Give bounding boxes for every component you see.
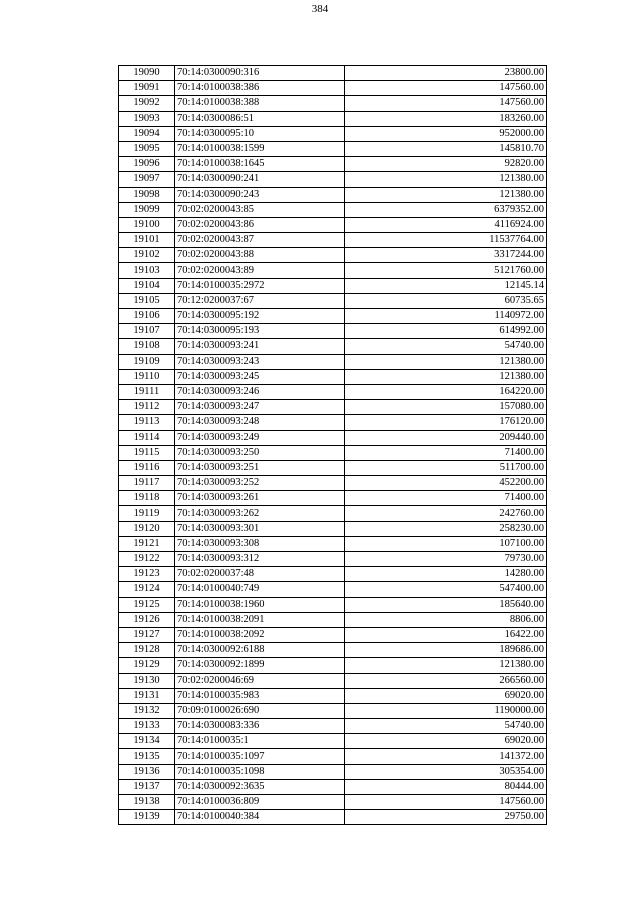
table-row bbox=[119, 476, 547, 491]
row-number-cell: 19092 bbox=[119, 96, 175, 111]
table-row bbox=[119, 719, 547, 734]
cadastral-number-cell: 70:09:0100026:690 bbox=[175, 703, 345, 718]
cadastral-value-cell: 54740.00 bbox=[345, 339, 547, 354]
cadastral-number-cell: 70:14:0100040:384 bbox=[175, 810, 345, 825]
cadastral-value-cell: 147560.00 bbox=[345, 81, 547, 96]
row-number-cell: 19098 bbox=[119, 187, 175, 202]
cadastral-value-cell: 209440.00 bbox=[345, 430, 547, 445]
cadastral-value-cell: 4116924.00 bbox=[345, 217, 547, 232]
cadastral-number-cell: 70:14:0100036:809 bbox=[175, 795, 345, 810]
cadastral-value-cell: 3317244.00 bbox=[345, 248, 547, 263]
table-row bbox=[119, 111, 547, 126]
cadastral-number-cell: 70:14:0100038:2091 bbox=[175, 612, 345, 627]
cadastral-value-cell: 29750.00 bbox=[345, 810, 547, 825]
row-number-cell: 19111 bbox=[119, 384, 175, 399]
cadastral-value-cell: 121380.00 bbox=[345, 658, 547, 673]
table-row bbox=[119, 202, 547, 217]
row-number-cell: 19108 bbox=[119, 339, 175, 354]
row-number-cell: 19112 bbox=[119, 400, 175, 415]
table-row bbox=[119, 339, 547, 354]
row-number-cell: 19135 bbox=[119, 749, 175, 764]
cadastral-number-cell: 70:14:0100035:2972 bbox=[175, 278, 345, 293]
row-number-cell: 19133 bbox=[119, 719, 175, 734]
cadastral-value-cell: 511700.00 bbox=[345, 460, 547, 475]
row-number-cell: 19106 bbox=[119, 309, 175, 324]
table-row bbox=[119, 597, 547, 612]
row-number-cell: 19115 bbox=[119, 445, 175, 460]
cadastral-number-cell: 70:14:0300086:51 bbox=[175, 111, 345, 126]
cadastral-value-cell: 79730.00 bbox=[345, 552, 547, 567]
cadastral-number-cell: 70:14:0300093:301 bbox=[175, 521, 345, 536]
cadastral-value-cell: 157080.00 bbox=[345, 400, 547, 415]
cadastral-number-cell: 70:14:0100038:388 bbox=[175, 96, 345, 111]
table-row bbox=[119, 157, 547, 172]
cadastral-number-cell: 70:14:0300093:308 bbox=[175, 536, 345, 551]
cadastral-number-cell: 70:02:0200043:86 bbox=[175, 217, 345, 232]
row-number-cell: 19120 bbox=[119, 521, 175, 536]
page-number: 384 bbox=[311, 3, 329, 15]
table-row bbox=[119, 567, 547, 582]
cadastral-number-cell: 70:14:0300093:249 bbox=[175, 430, 345, 445]
cadastral-number-cell: 70:02:0200043:85 bbox=[175, 202, 345, 217]
cadastral-value-cell: 71400.00 bbox=[345, 491, 547, 506]
cadastral-number-cell: 70:14:0300092:3635 bbox=[175, 779, 345, 794]
row-number-cell: 19093 bbox=[119, 111, 175, 126]
table-row bbox=[119, 430, 547, 445]
row-number-cell: 19095 bbox=[119, 141, 175, 156]
cadastral-value-cell: 80444.00 bbox=[345, 779, 547, 794]
cadastral-number-cell: 70:02:0200043:87 bbox=[175, 233, 345, 248]
cadastral-value-cell: 121380.00 bbox=[345, 354, 547, 369]
row-number-cell: 19131 bbox=[119, 688, 175, 703]
row-number-cell: 19114 bbox=[119, 430, 175, 445]
row-number-cell: 19130 bbox=[119, 673, 175, 688]
cadastral-value-cell: 8806.00 bbox=[345, 612, 547, 627]
cadastral-value-cell: 242760.00 bbox=[345, 506, 547, 521]
cadastral-number-cell: 70:14:0300092:1899 bbox=[175, 658, 345, 673]
cadastral-number-cell: 70:14:0100035:1097 bbox=[175, 749, 345, 764]
table-row bbox=[119, 81, 547, 96]
cadastral-number-cell: 70:02:0200037:48 bbox=[175, 567, 345, 582]
cadastral-value-cell: 5121760.00 bbox=[345, 263, 547, 278]
cadastral-number-cell: 70:14:0300093:261 bbox=[175, 491, 345, 506]
row-number-cell: 19132 bbox=[119, 703, 175, 718]
table-row bbox=[119, 324, 547, 339]
cadastral-value-cell: 952000.00 bbox=[345, 126, 547, 141]
cadastral-number-cell: 70:14:0300090:243 bbox=[175, 187, 345, 202]
cadastral-value-cell: 12145.14 bbox=[345, 278, 547, 293]
table-row bbox=[119, 673, 547, 688]
table-row bbox=[119, 552, 547, 567]
cadastral-number-cell: 70:14:0300093:246 bbox=[175, 384, 345, 399]
row-number-cell: 19102 bbox=[119, 248, 175, 263]
table-row bbox=[119, 749, 547, 764]
row-number-cell: 19139 bbox=[119, 810, 175, 825]
table-row bbox=[119, 764, 547, 779]
row-number-cell: 19124 bbox=[119, 582, 175, 597]
row-number-cell: 19090 bbox=[119, 66, 175, 81]
cadastral-number-cell: 70:14:0300093:312 bbox=[175, 552, 345, 567]
cadastral-number-cell: 70:14:0300095:10 bbox=[175, 126, 345, 141]
cadastral-number-cell: 70:14:0300083:336 bbox=[175, 719, 345, 734]
cadastral-value-cell: 71400.00 bbox=[345, 445, 547, 460]
cadastral-value-cell: 121380.00 bbox=[345, 172, 547, 187]
table-row bbox=[119, 293, 547, 308]
table-row bbox=[119, 400, 547, 415]
table-row bbox=[119, 688, 547, 703]
row-number-cell: 19091 bbox=[119, 81, 175, 96]
table-row bbox=[119, 126, 547, 141]
table-row bbox=[119, 187, 547, 202]
cadastral-number-cell: 70:14:0100038:386 bbox=[175, 81, 345, 96]
cadastral-number-cell: 70:14:0100035:983 bbox=[175, 688, 345, 703]
cadastral-value-cell: 6379352.00 bbox=[345, 202, 547, 217]
cadastral-value-cell: 189686.00 bbox=[345, 643, 547, 658]
cadastral-value-cell: 614992.00 bbox=[345, 324, 547, 339]
cadastral-number-cell: 70:14:0300093:251 bbox=[175, 460, 345, 475]
cadastral-number-cell: 70:14:0300092:6188 bbox=[175, 643, 345, 658]
row-number-cell: 19117 bbox=[119, 476, 175, 491]
cadastral-number-cell: 70:14:0100038:2092 bbox=[175, 627, 345, 642]
row-number-cell: 19105 bbox=[119, 293, 175, 308]
table-row bbox=[119, 521, 547, 536]
row-number-cell: 19118 bbox=[119, 491, 175, 506]
cadastral-value-cell: 547400.00 bbox=[345, 582, 547, 597]
row-number-cell: 19125 bbox=[119, 597, 175, 612]
cadastral-number-cell: 70:14:0100035:1 bbox=[175, 734, 345, 749]
cadastral-number-cell: 70:14:0100035:1098 bbox=[175, 764, 345, 779]
row-number-cell: 19122 bbox=[119, 552, 175, 567]
cadastral-number-cell: 70:14:0300095:192 bbox=[175, 309, 345, 324]
row-number-cell: 19101 bbox=[119, 233, 175, 248]
row-number-cell: 19094 bbox=[119, 126, 175, 141]
cadastral-number-cell: 70:14:0300090:316 bbox=[175, 66, 345, 81]
cadastral-value-cell: 92820.00 bbox=[345, 157, 547, 172]
cadastral-number-cell: 70:14:0300095:193 bbox=[175, 324, 345, 339]
row-number-cell: 19134 bbox=[119, 734, 175, 749]
table-row bbox=[119, 734, 547, 749]
row-number-cell: 19113 bbox=[119, 415, 175, 430]
cadastral-value-cell: 1140972.00 bbox=[345, 309, 547, 324]
cadastral-value-cell: 176120.00 bbox=[345, 415, 547, 430]
row-number-cell: 19119 bbox=[119, 506, 175, 521]
cadastral-value-cell: 23800.00 bbox=[345, 66, 547, 81]
table-row bbox=[119, 810, 547, 825]
cadastral-value-cell: 185640.00 bbox=[345, 597, 547, 612]
cadastral-number-cell: 70:14:0100038:1645 bbox=[175, 157, 345, 172]
row-number-cell: 19110 bbox=[119, 369, 175, 384]
cadastral-number-cell: 70:14:0300093:262 bbox=[175, 506, 345, 521]
row-number-cell: 19104 bbox=[119, 278, 175, 293]
table-row bbox=[119, 415, 547, 430]
cadastral-number-cell: 70:14:0300093:247 bbox=[175, 400, 345, 415]
cadastral-value-cell: 69020.00 bbox=[345, 734, 547, 749]
row-number-cell: 19100 bbox=[119, 217, 175, 232]
table-row bbox=[119, 141, 547, 156]
table-row bbox=[119, 612, 547, 627]
cadastral-value-cell: 60735.65 bbox=[345, 293, 547, 308]
table-row bbox=[119, 627, 547, 642]
cadastral-value-cell: 11537764.00 bbox=[345, 233, 547, 248]
table-row bbox=[119, 96, 547, 111]
cadastral-value-cell: 107100.00 bbox=[345, 536, 547, 551]
table-row bbox=[119, 658, 547, 673]
cadastral-value-cell: 14280.00 bbox=[345, 567, 547, 582]
table-row bbox=[119, 217, 547, 232]
row-number-cell: 19121 bbox=[119, 536, 175, 551]
table-body bbox=[119, 66, 547, 825]
row-number-cell: 19137 bbox=[119, 779, 175, 794]
cadastral-value-cell: 164220.00 bbox=[345, 384, 547, 399]
cadastral-number-cell: 70:14:0300093:243 bbox=[175, 354, 345, 369]
table-row bbox=[119, 795, 547, 810]
cadastral-number-cell: 70:14:0300093:250 bbox=[175, 445, 345, 460]
table-row bbox=[119, 233, 547, 248]
row-number-cell: 19129 bbox=[119, 658, 175, 673]
row-number-cell: 19127 bbox=[119, 627, 175, 642]
cadastral-value-cell: 183260.00 bbox=[345, 111, 547, 126]
cadastral-value-cell: 145810.70 bbox=[345, 141, 547, 156]
table-row bbox=[119, 445, 547, 460]
cadastral-value-cell: 147560.00 bbox=[345, 795, 547, 810]
table-row bbox=[119, 369, 547, 384]
cadastral-value-cell: 16422.00 bbox=[345, 627, 547, 642]
row-number-cell: 19126 bbox=[119, 612, 175, 627]
row-number-cell: 19109 bbox=[119, 354, 175, 369]
cadastral-value-cell: 147560.00 bbox=[345, 96, 547, 111]
row-number-cell: 19136 bbox=[119, 764, 175, 779]
cadastral-value-cell: 141372.00 bbox=[345, 749, 547, 764]
cadastral-number-cell: 70:02:0200043:89 bbox=[175, 263, 345, 278]
cadastral-number-cell: 70:02:0200043:88 bbox=[175, 248, 345, 263]
cadastral-number-cell: 70:12:0200037:67 bbox=[175, 293, 345, 308]
table-row bbox=[119, 172, 547, 187]
cadastral-number-cell: 70:14:0300093:241 bbox=[175, 339, 345, 354]
cadastral-value-cell: 54740.00 bbox=[345, 719, 547, 734]
cadastral-number-cell: 70:14:0300093:245 bbox=[175, 369, 345, 384]
table-row bbox=[119, 582, 547, 597]
row-number-cell: 19103 bbox=[119, 263, 175, 278]
cadastral-number-cell: 70:14:0100038:1960 bbox=[175, 597, 345, 612]
table-row bbox=[119, 779, 547, 794]
table-row bbox=[119, 506, 547, 521]
table-row bbox=[119, 66, 547, 81]
table-row bbox=[119, 536, 547, 551]
table-row bbox=[119, 703, 547, 718]
cadastral-number-cell: 70:14:0100040:749 bbox=[175, 582, 345, 597]
table-row bbox=[119, 384, 547, 399]
row-number-cell: 19128 bbox=[119, 643, 175, 658]
row-number-cell: 19123 bbox=[119, 567, 175, 582]
row-number-cell: 19116 bbox=[119, 460, 175, 475]
row-number-cell: 19099 bbox=[119, 202, 175, 217]
cadastral-value-cell: 305354.00 bbox=[345, 764, 547, 779]
table-row bbox=[119, 309, 547, 324]
table-row bbox=[119, 248, 547, 263]
table-row bbox=[119, 354, 547, 369]
cadastral-value-cell: 121380.00 bbox=[345, 369, 547, 384]
table-row bbox=[119, 491, 547, 506]
cadastral-value-cell: 121380.00 bbox=[345, 187, 547, 202]
cadastral-value-cell: 1190000.00 bbox=[345, 703, 547, 718]
table-row bbox=[119, 263, 547, 278]
cadastral-value-cell: 69020.00 bbox=[345, 688, 547, 703]
row-number-cell: 19138 bbox=[119, 795, 175, 810]
cadastral-value-table bbox=[118, 65, 547, 825]
cadastral-number-cell: 70:14:0300093:252 bbox=[175, 476, 345, 491]
table-row bbox=[119, 460, 547, 475]
table-row bbox=[119, 643, 547, 658]
cadastral-value-cell: 452200.00 bbox=[345, 476, 547, 491]
table-row bbox=[119, 278, 547, 293]
cadastral-number-cell: 70:14:0300090:241 bbox=[175, 172, 345, 187]
row-number-cell: 19096 bbox=[119, 157, 175, 172]
row-number-cell: 19097 bbox=[119, 172, 175, 187]
row-number-cell: 19107 bbox=[119, 324, 175, 339]
cadastral-number-cell: 70:02:0200046:69 bbox=[175, 673, 345, 688]
cadastral-value-cell: 258230.00 bbox=[345, 521, 547, 536]
cadastral-value-cell: 266560.00 bbox=[345, 673, 547, 688]
cadastral-number-cell: 70:14:0100038:1599 bbox=[175, 141, 345, 156]
cadastral-number-cell: 70:14:0300093:248 bbox=[175, 415, 345, 430]
